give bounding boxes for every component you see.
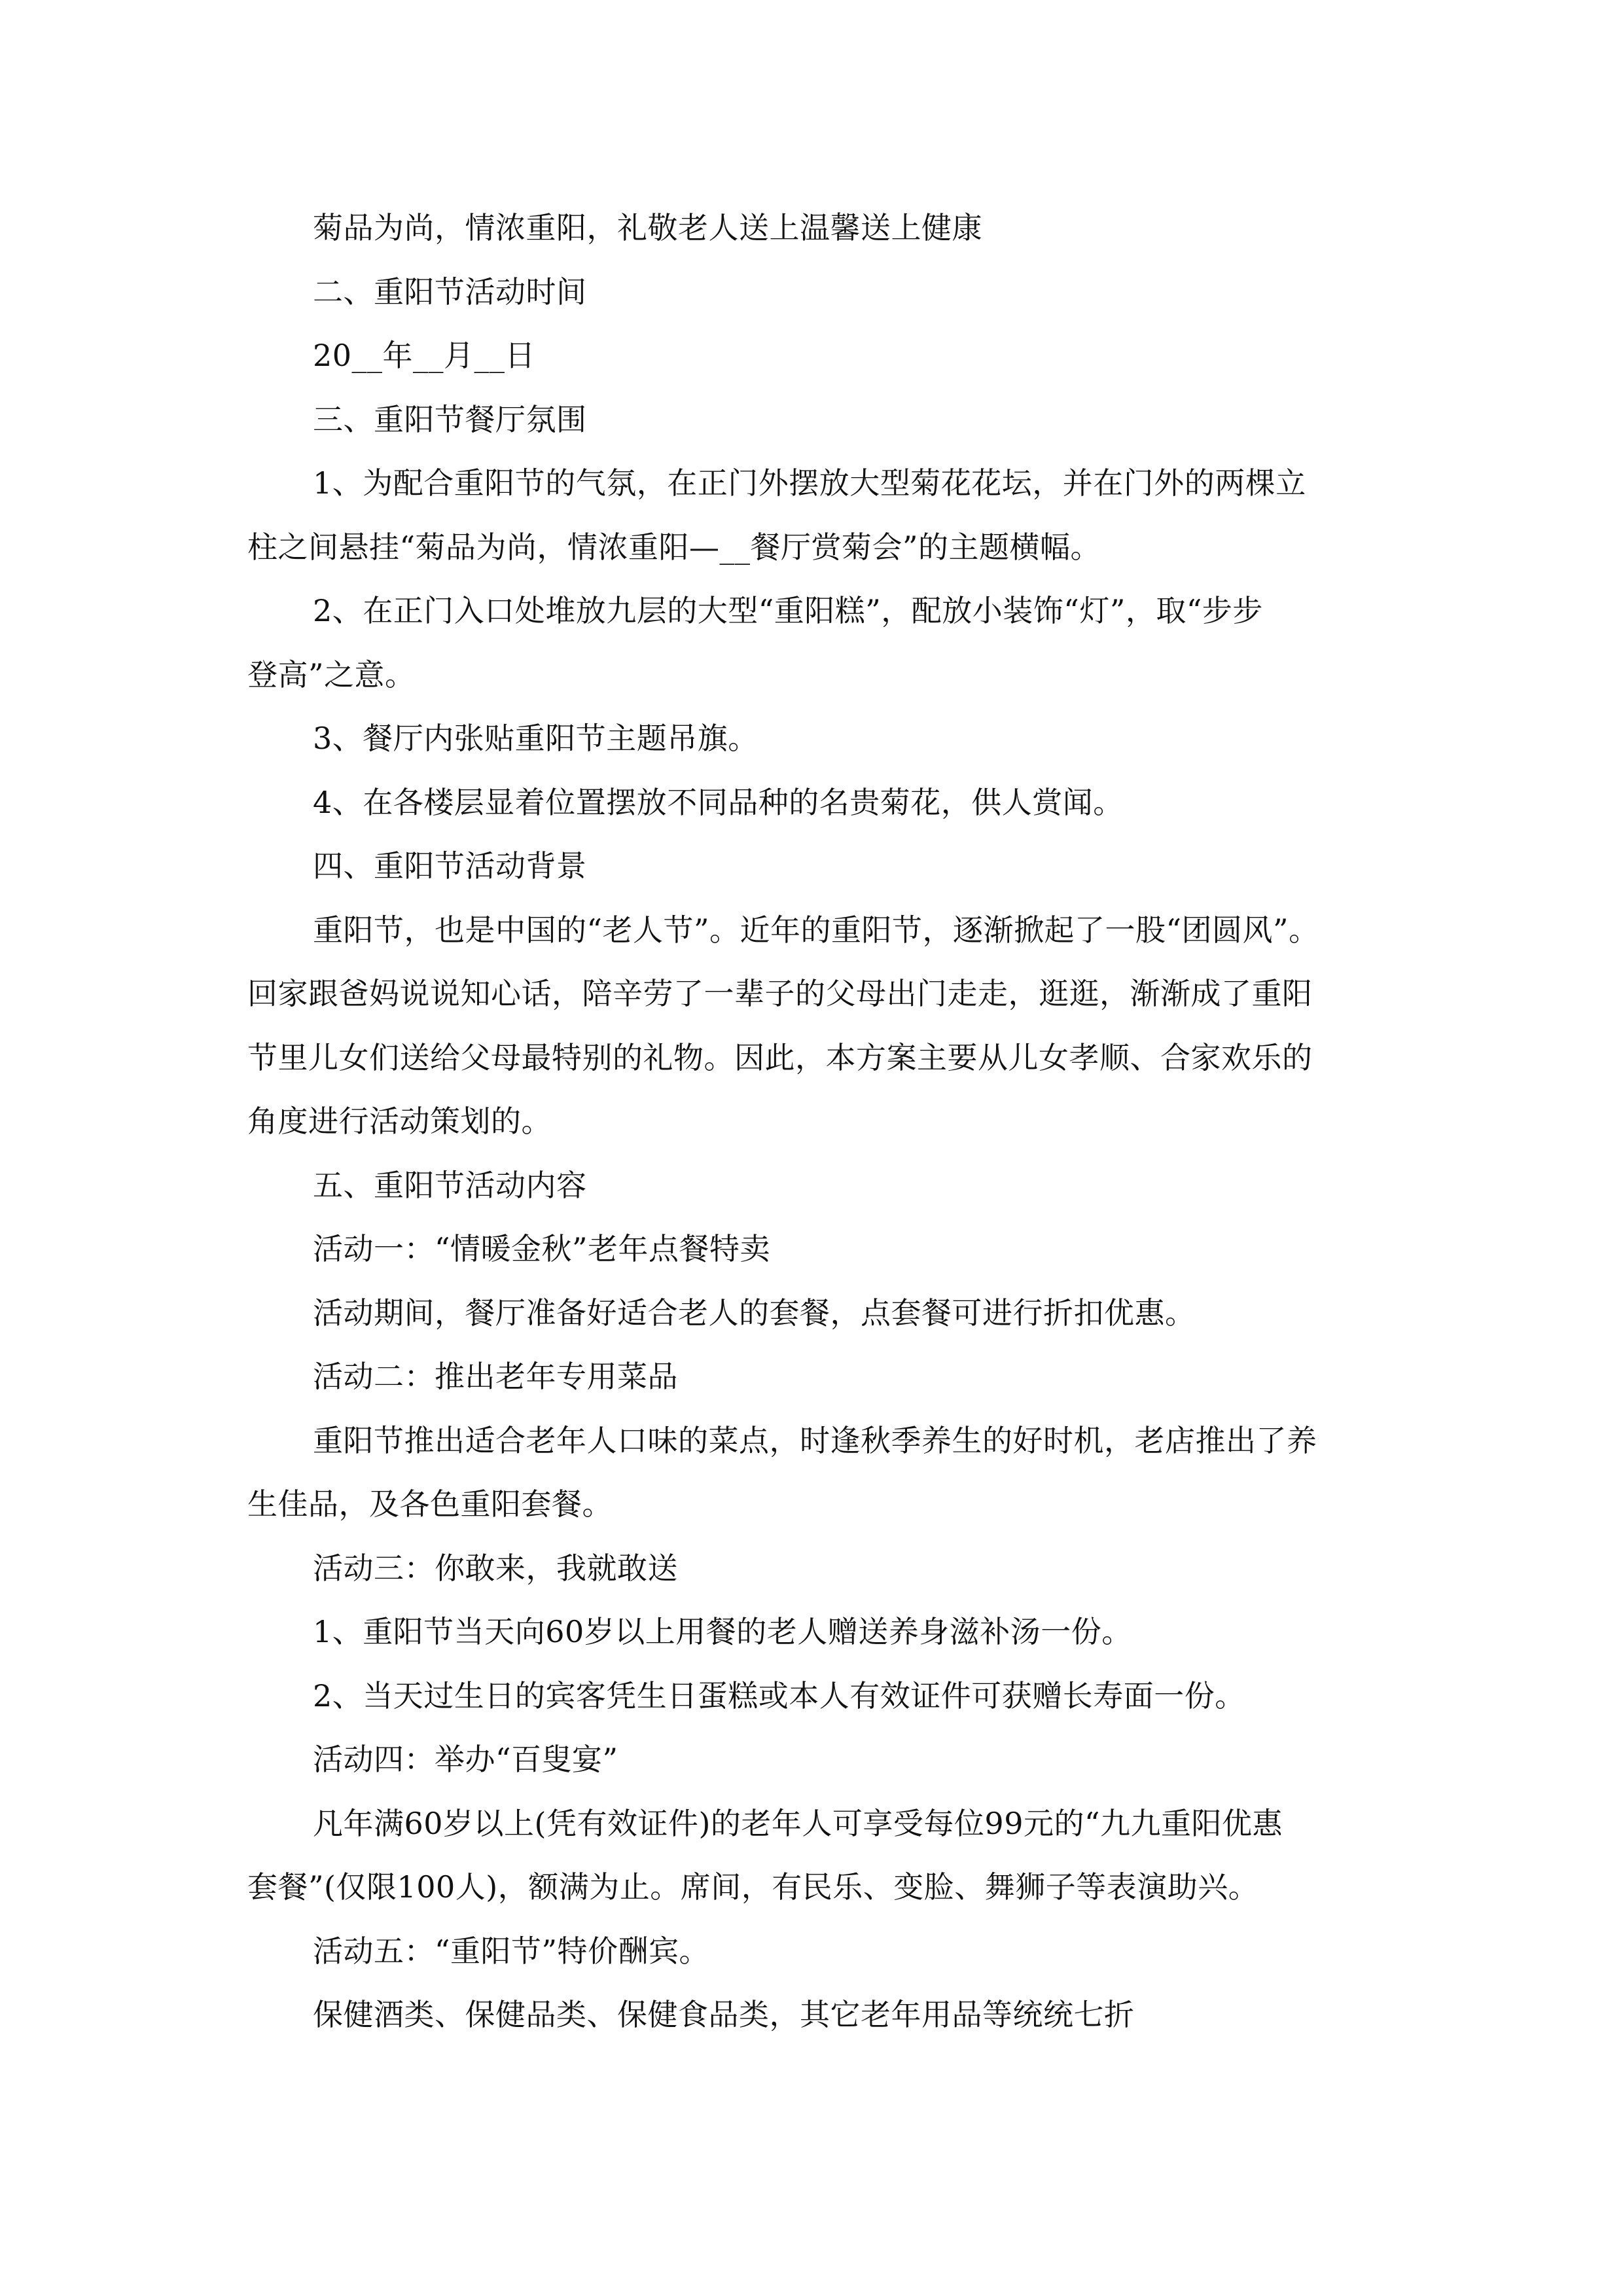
text-line: 回家跟爸妈说说知心话，陪辛劳了一辈子的父母出门走走，逛逛，渐渐成了重阳 bbox=[247, 976, 1313, 1011]
document-body bbox=[247, 196, 1399, 2047]
text-line: 四、重阳节活动背景 bbox=[313, 848, 587, 884]
text-line: 2、在正门入口处堆放九层的大型“重阳糕”，配放小装饰“灯”，取“步步 bbox=[313, 593, 1263, 628]
text-line: 活动五：“重阳节”特价酬宾。 bbox=[313, 1933, 710, 1969]
text-line: 3、餐厅内张贴重阳节主题吊旗。 bbox=[313, 721, 758, 756]
text-line: 重阳节，也是中国的“老人节”。近年的重阳节，逐渐掀起了一股“团圆风”。 bbox=[313, 912, 1319, 948]
text-line: 套餐”(仅限100人)，额满为止。席间，有民乐、变脸、舞狮子等表演助兴。 bbox=[247, 1869, 1259, 1905]
text-line: 20__年__月__日 bbox=[313, 338, 536, 373]
text-line: 活动四：举办“百叟宴” bbox=[313, 1742, 618, 1777]
text-line: 五、重阳节活动内容 bbox=[313, 1167, 587, 1203]
text-line: 角度进行活动策划的。 bbox=[247, 1103, 552, 1139]
text-line: 柱之间悬挂“菊品为尚，情浓重阳—__餐厅赏菊会”的主题横幅。 bbox=[247, 529, 1101, 565]
text-line: 1、重阳节当天向60岁以上用餐的老人赠送养身滋补汤一份。 bbox=[313, 1614, 1132, 1649]
text-line: 重阳节推出适合老年人口味的菜点，时逢秋季养生的好时机，老店推出了养 bbox=[313, 1422, 1317, 1458]
text-line: 凡年满60岁以上(凭有效证件)的老年人可享受每位99元的“九九重阳优惠 bbox=[313, 1805, 1283, 1841]
text-line: 节里儿女们送给父母最特别的礼物。因此，本方案主要从儿女孝顺、合家欢乐的 bbox=[247, 1039, 1313, 1075]
text-line: 2、当天过生日的宾客凭生日蛋糕或本人有效证件可获赠长寿面一份。 bbox=[313, 1677, 1245, 1713]
text-line: 生佳品，及各色重阳套餐。 bbox=[247, 1486, 613, 1522]
text-line: 活动一：“情暖金秋”老年点餐特卖 bbox=[313, 1231, 771, 1266]
text-line: 活动二：推出老年专用菜品 bbox=[313, 1359, 678, 1394]
text-line: 活动期间，餐厅准备好适合老人的套餐，点套餐可进行折扣优惠。 bbox=[313, 1295, 1196, 1331]
text-line: 4、在各楼层显着位置摆放不同品种的名贵菊花，供人赏闻。 bbox=[313, 784, 1124, 820]
text-line: 保健酒类、保健品类、保健食品类，其它老年用品等统统七折 bbox=[313, 1997, 1135, 2032]
text-line: 二、重阳节活动时间 bbox=[313, 274, 587, 310]
text-line: 菊品为尚，情浓重阳，礼敬老人送上温馨送上健康 bbox=[313, 210, 982, 245]
text-line: 登高”之意。 bbox=[247, 656, 416, 692]
text-line: 三、重阳节餐厅氛围 bbox=[313, 401, 587, 437]
text-line: 活动三：你敢来，我就敢送 bbox=[313, 1550, 678, 1586]
text-line: 1、为配合重阳节的气氛，在正门外摆放大型菊花花坛，并在门外的两棵立 bbox=[313, 465, 1306, 501]
